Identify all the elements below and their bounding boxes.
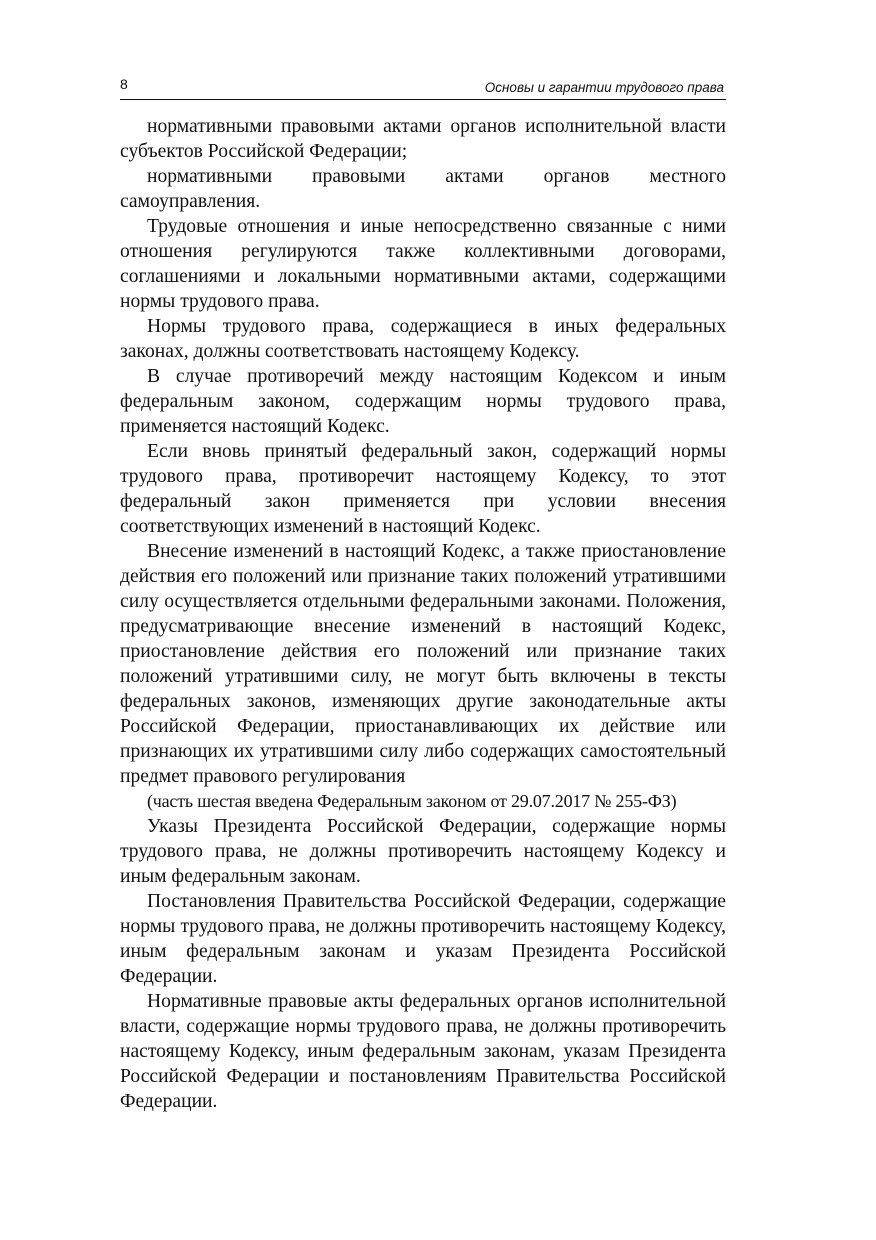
paragraph: Указы Президента Российской Федерации, содержащие нормы трудового права, не должны противоречить настоящему Кодексу и иным федеральным законам. xyxy=(120,816,726,887)
paragraph: нормативными правовыми актами органов местного самоуправления. xyxy=(120,166,726,212)
running-title: Основы и гарантии трудового права xyxy=(484,80,724,95)
paragraph: Нормативные правовые акты федеральных органов исполнительной власти, содержащие нормы трудового права, не должны противоречить настоящему Кодексу, иным федеральным законам, указам Президента Российской Федерации и постановлениям Правительства Российской Федерации. xyxy=(120,991,726,1112)
paragraph: Постановления Правительства Российской Федерации, содержащие нормы трудового права, не должны противоречить настоящему Кодексу, иным федеральным законам и указам Президента Российской Федерации. xyxy=(120,891,726,987)
amendment-note: (часть шестая введена Федеральным законом от 29.07.2017 № 255-ФЗ) xyxy=(147,791,677,811)
page-number: 8 xyxy=(120,76,128,92)
paragraph: Внесение изменений в настоящий Кодекс, а также приостановление действия его положений или признание таких положений утратившими силу осуществляется отдельными федеральными законами. Положения, предусматривающие внесение изменений в настоящий Кодекс, приостановление действия его положений или признание таких положений утратившими силу, не могут быть включены в тексты федеральных законов, изменяющих другие законодательные акты Российской Федерации, приостанавливающих их действие или признающих их утратившими силу либо содержащих самостоятельный предмет правового регулирования xyxy=(120,541,726,787)
paragraph: Трудовые отношения и иные непосредственно связанные с ними отношения регулируются также коллективными договорами, соглашениями и локальными нормативными актами, содержащими нормы трудового права. xyxy=(120,216,726,312)
paragraph: Нормы трудового права, содержащиеся в иных федеральных законах, должны соответствовать настоящему Кодексу. xyxy=(120,316,726,362)
paragraph: нормативными правовыми актами органов исполнительной власти субъектов Российской Федерации; xyxy=(120,116,726,162)
page-header xyxy=(120,74,726,100)
page-body xyxy=(120,114,726,1114)
paragraph: В случае противоречий между настоящим Кодексом и иным федеральным законом, содержащим нормы трудового права, применяется настоящий Кодекс. xyxy=(120,366,726,437)
paragraph: Если вновь принятый федеральный закон, содержащий нормы трудового права, противоречит настоящему Кодексу, то этот федеральный закон применяется при условии внесения соответствующих изменений в настоящий Кодекс. xyxy=(120,441,726,537)
